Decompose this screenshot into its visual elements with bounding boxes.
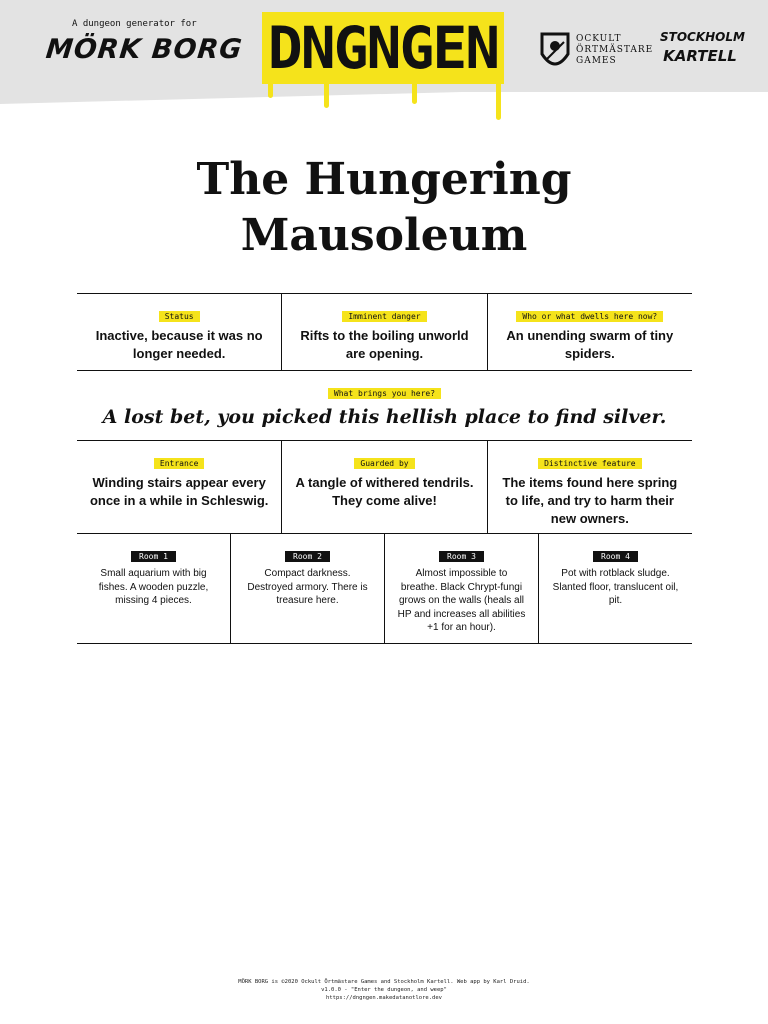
room-description: Almost impossible to breathe. Black Chrypt-fungi grows on the walls (heals all HP and increases all abilities +1 for an hour).: [397, 568, 526, 633]
dungeon-title: The Hungering Mausoleum: [196, 154, 572, 261]
room-tag: Room 1: [131, 551, 176, 562]
paint-drip: [268, 82, 273, 98]
reason-tag: What brings you here?: [328, 388, 441, 399]
rooms-row: [77, 533, 692, 644]
feature-cell: [487, 441, 692, 533]
reason-cell: [77, 371, 692, 440]
guard-tag: Guarded by: [354, 458, 414, 469]
status-cell: [77, 294, 281, 370]
reason-row: [77, 370, 692, 440]
feature-tag: Distinctive feature: [538, 458, 642, 469]
paint-drip: [324, 82, 329, 108]
feature-value: The items found here spring to life, and try to harm their new owners.: [502, 475, 678, 526]
dngngen-logo[interactable]: [262, 12, 512, 132]
room-description: Pot with rotblack sludge. Slanted floor, translucent oil, pit.: [552, 568, 679, 606]
paint-drip: [412, 82, 417, 104]
dwellers-value: An unending swarm of tiny spiders.: [506, 328, 674, 361]
dwellers-tag: Who or what dwells here now?: [516, 311, 663, 322]
room-tag: Room 4: [593, 551, 638, 562]
paint-drip: [496, 82, 501, 120]
room-tag: Room 2: [285, 551, 330, 562]
footer: [0, 978, 768, 1002]
site-link[interactable]: https://dngngen.makedatanotlore.dev: [326, 995, 442, 1001]
room-cell: [384, 534, 538, 643]
entrance-value: Winding stairs appear every once in a while in Schleswig.: [89, 475, 269, 508]
status-value: Inactive, because it was no longer needed.: [95, 328, 263, 361]
status-tag: Status: [159, 311, 200, 322]
danger-cell: [281, 294, 486, 370]
room-cell: [538, 534, 692, 643]
room-description: Small aquarium with big fishes. A wooden puzzle, missing 4 pieces.: [98, 568, 209, 606]
room-cell: [230, 534, 384, 643]
tagline: A dungeon generator for: [72, 19, 197, 29]
guard-cell: [281, 441, 486, 533]
danger-tag: Imminent danger: [342, 311, 426, 322]
dungeon-sheet: [77, 293, 692, 644]
room-tag: Room 3: [439, 551, 484, 562]
version-text: v1.0.0 - "Enter the dungeon, and weep": [321, 987, 447, 993]
mork-borg-logo[interactable]: MÖRK BORG: [44, 34, 245, 65]
reason-value: A lost bet, you picked this hellish place to find silver.: [102, 406, 667, 428]
ockult-wordmark: OCKULT ÖRTMÄSTARE GAMES: [576, 34, 654, 66]
copyright-text: MÖRK BORG is ©2020 Ockult Örtmästare Games and Stockholm Kartell. Web app by Karl Druid.: [238, 979, 530, 985]
ockult-ortmastare-logo[interactable]: [538, 30, 654, 74]
guard-value: A tangle of withered tendrils. They come alive!: [295, 475, 474, 508]
entrance-tag: Entrance: [154, 458, 205, 469]
stockholm-kartell-logo[interactable]: STOCKHOLM KARTELL: [660, 30, 745, 65]
entrance-cell: [77, 441, 281, 533]
ockult-emblem-icon: [538, 30, 572, 74]
dwellers-cell: [487, 294, 692, 370]
overview-row: [77, 293, 692, 370]
room-cell: [77, 534, 230, 643]
danger-value: Rifts to the boiling unworld are opening.: [300, 328, 469, 361]
room-description: Compact darkness. Destroyed armory. There is treasure here.: [247, 568, 368, 606]
access-row: [77, 440, 692, 533]
app-title: DNGNGEN: [262, 12, 504, 84]
